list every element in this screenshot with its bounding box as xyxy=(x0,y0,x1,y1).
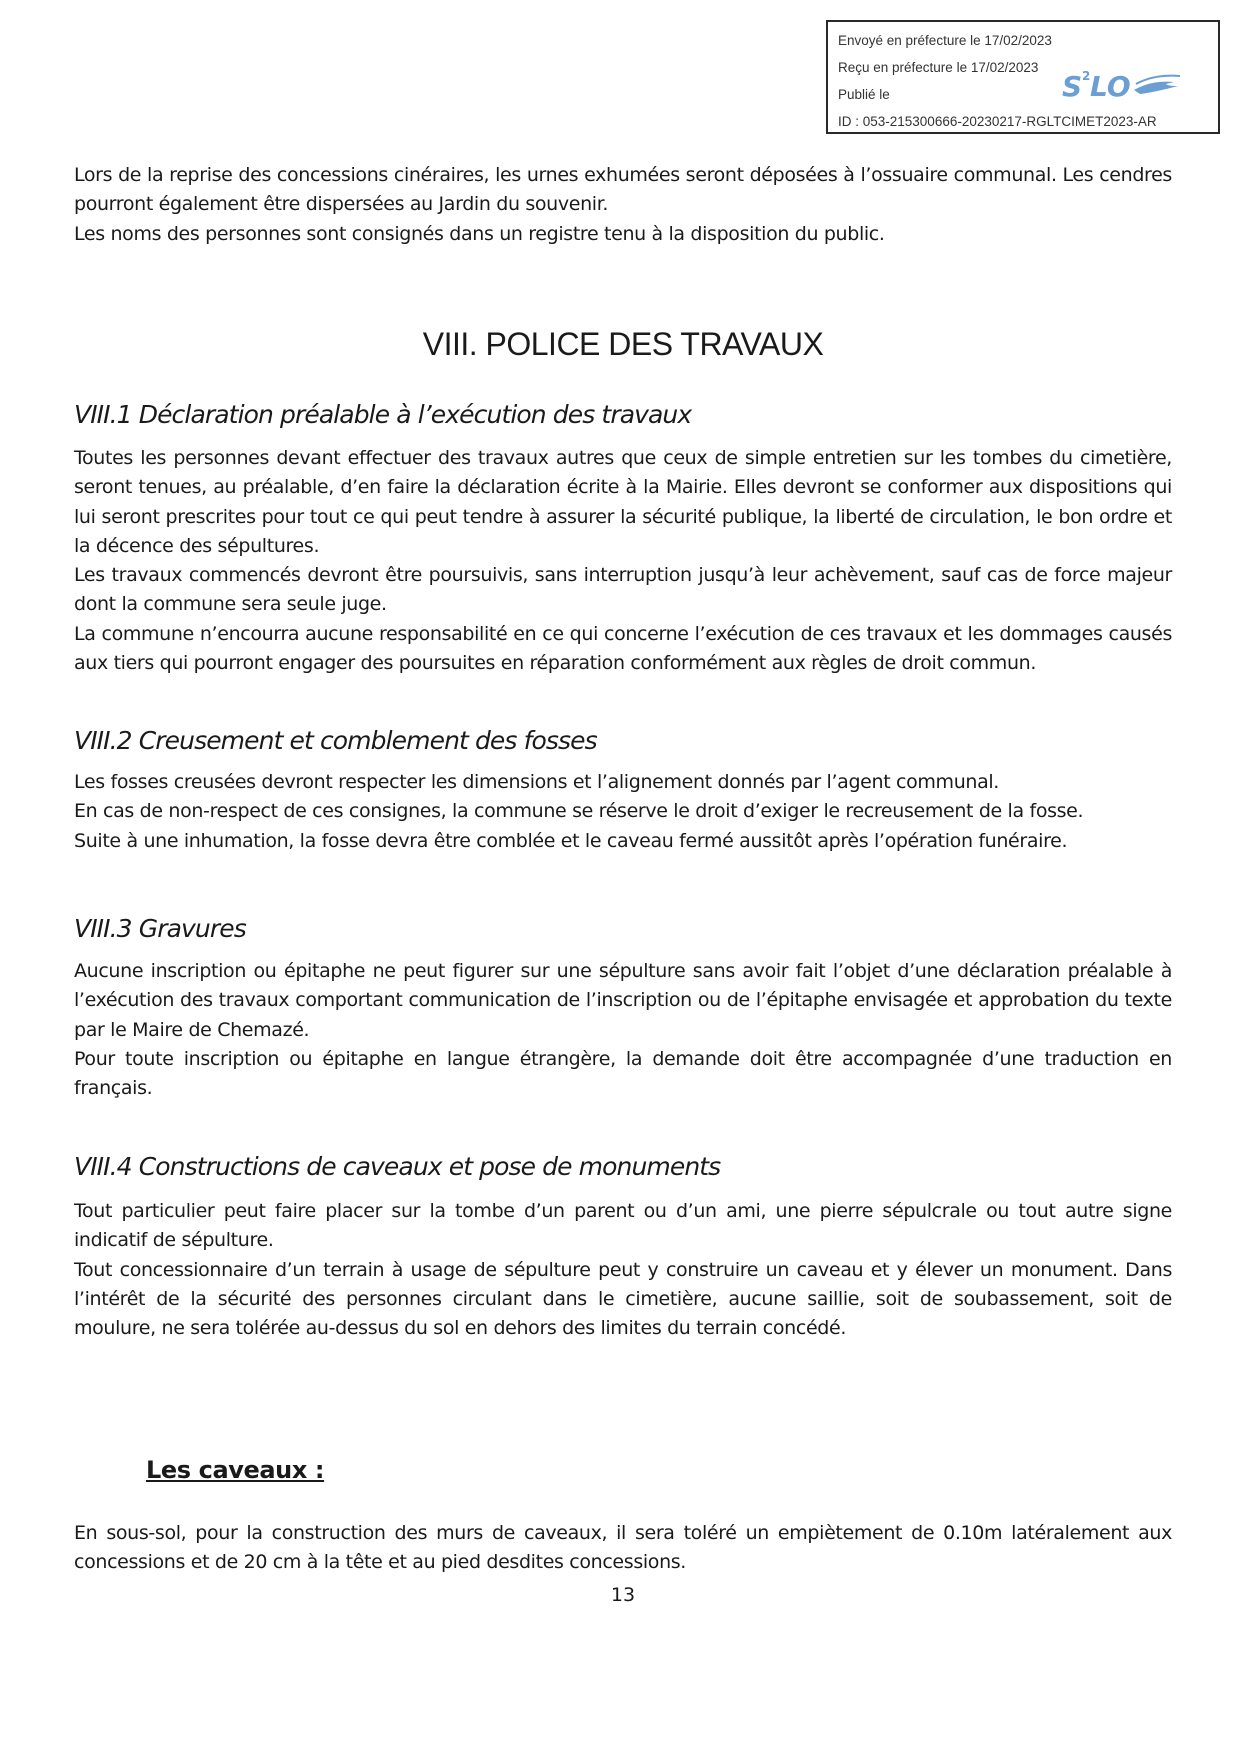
caveaux-paragraph-1: En sous-sol, pour la construction des murs de caveaux, il sera toléré un empiètement de 0.10m latéralement aux concessions et de 20 cm à la tête et au pied desdites concessions. xyxy=(74,1522,1172,1574)
svg-text:2: 2 xyxy=(1082,69,1091,83)
section-title: VIII. POLICE DES TRAVAUX xyxy=(422,326,824,362)
s2lo-logo xyxy=(1056,62,1186,112)
s1-paragraph-1: Toutes les personnes devant effectuer des travaux autres que ceux de simple entretien sur les tombes du cimetière, seront tenues, au préalable, d’en faire la déclaration écrite à la Mairie. Elles devront se conformer aux dispositions qui lui seront prescrites pour tout ce qui peut tendre à assurer la sécurité publique, la liberté de circulation, le bon ordre et la décence des sépultures. xyxy=(74,447,1172,557)
subsection-3-body xyxy=(74,957,1172,1103)
subsection-title-2: VIII.2 Creusement et comblement des fosses xyxy=(74,726,597,755)
subsection-title-1: VIII.1 Déclaration préalable à l’exécution des travaux xyxy=(74,400,692,429)
svg-text:LO: LO xyxy=(1090,70,1131,103)
s3-paragraph-2: Pour toute inscription ou épitaphe en langue étrangère, la demande doit être accompagnée d’une traduction en français. xyxy=(74,1047,1172,1100)
s2-paragraph-3: Suite à une inhumation, la fosse devra être comblée et le caveau fermé aussitôt après l’opération funéraire. xyxy=(74,829,1068,852)
subsection-2-body xyxy=(74,768,1172,856)
s4-paragraph-1: Tout particulier peut faire placer sur la tombe d’un parent ou d’un ami, une pierre sépulcrale ou tout autre signe indicatif de sépulture. xyxy=(74,1200,1172,1252)
subsection-4-body xyxy=(74,1197,1172,1343)
page-number: 13 xyxy=(610,1584,636,1606)
stamp-id-line: ID : 053-215300666-20230217-RGLTCIMET2023-AR xyxy=(838,114,1157,129)
s1-paragraph-2: Les travaux commencés devront être poursuivis, sans interruption jusqu’à leur achèvement, sauf cas de force majeur dont la commune sera seule juge. xyxy=(74,564,1172,616)
intro-paragraph-2: Les noms des personnes sont consignés dans un registre tenu à la disposition du public. xyxy=(74,222,885,245)
s2-paragraph-1: Les fosses creusées devront respecter les dimensions et l’alignement donnés par l’agent communal. xyxy=(74,771,999,793)
s4-paragraph-2: Tout concessionnaire d’un terrain à usage de sépulture peut y construire un caveau et y élever un monument. Dans l’intérêt de la sécurité des personnes circulant dans le cimetière, aucune saillie, soit de soubassement, soit de moulure, ne sera tolérée au-dessus du sol en dehors des limites du terrain concédé. xyxy=(74,1258,1172,1340)
svg-text:S: S xyxy=(1062,70,1083,103)
s1-paragraph-3: La commune n’encourra aucune responsabilité en ce qui concerne l’exécution de ces travaux et les dommages causés aux tiers qui pourront engager des poursuites en réparation conformément aux règles de droit commun. xyxy=(74,622,1172,675)
subsection-title-3: VIII.3 Gravures xyxy=(74,914,246,943)
subsection-1-body xyxy=(74,444,1172,678)
caveaux-body xyxy=(74,1519,1172,1578)
s2-paragraph-2: En cas de non-respect de ces consignes, la commune se réserve le droit d’exiger le recreusement de la fosse. xyxy=(74,800,1084,823)
stamp-sent-line: Envoyé en préfecture le 17/02/2023 xyxy=(838,33,1052,48)
subsection-title-4: VIII.4 Constructions de caveaux et pose de monuments xyxy=(74,1152,721,1181)
caveaux-heading: Les caveaux : xyxy=(146,1456,325,1484)
s3-paragraph-1: Aucune inscription ou épitaphe ne peut figurer sur une sépulture sans avoir fait l’objet d’une déclaration préalable à l’exécution des travaux comportant communication de l’inscription ou de l’épitaphe envisagée et approbation du texte par le Maire de Chemazé. xyxy=(74,960,1172,1041)
intro-block xyxy=(74,161,1172,249)
intro-paragraph-1: Lors de la reprise des concessions cinéraires, les urnes exhumées seront déposées à l’ossuaire communal. Les cendres pourront également être dispersées au Jardin du souvenir. xyxy=(74,164,1172,216)
stamp-received-line: Reçu en préfecture le 17/02/2023 xyxy=(838,60,1039,75)
stamp-published-line: Publié le xyxy=(838,87,890,102)
prefecture-stamp xyxy=(826,20,1220,134)
